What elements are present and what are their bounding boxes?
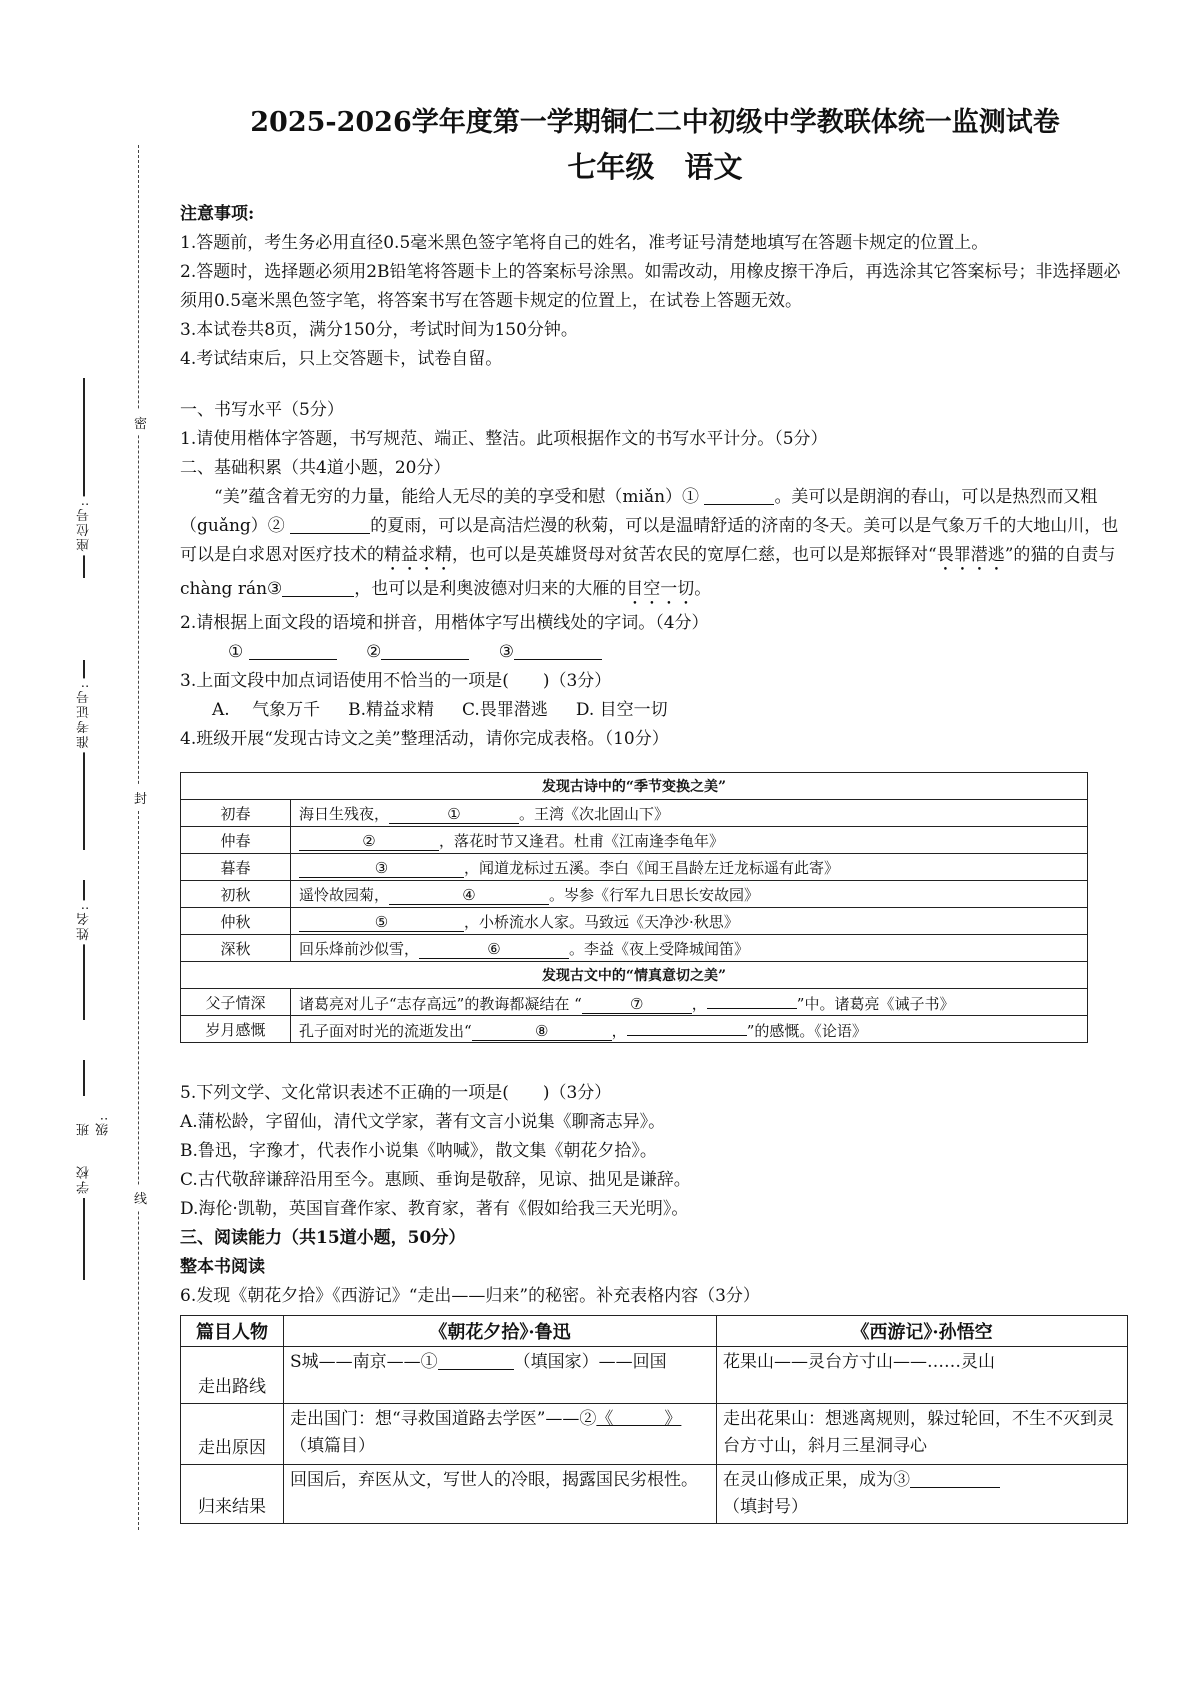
option-d: D. 目空一切 — [575, 700, 668, 720]
dotted-word: 畏罪潜逃 — [936, 545, 1005, 565]
seal-char-feng: 封 — [134, 785, 146, 810]
dotted-word: 精益求精 — [384, 545, 452, 565]
exam-subtitle — [180, 145, 1130, 186]
name-field: 姓名: — [55, 880, 95, 1020]
question-5: 5.下列文学、文化常识表述不正确的一项是( )（3分） — [180, 1083, 612, 1103]
table-row: 走出原因 走出国门：想“寻救国道路去学医”——②《 》 （填篇目） 走出花果山：想逃离规则，躲过轮回，不生不灭到灵台方寸山，斜月三星洞寻心 — [181, 1404, 1128, 1465]
notice-item: 4.考试结束后，只上交答题卡，试卷自留。 — [180, 349, 503, 369]
col-header: 篇目人物 — [181, 1316, 284, 1347]
table-row: 仲秋 ⑤ ，小桥流水人家。马致远《天净沙·秋思》 — [181, 908, 1088, 935]
question-6: 6.发现《朝花夕拾》《西游记》“走出——归来”的秘密。补充表格内容（3分） — [180, 1286, 760, 1306]
dotted-word: 目空一切 — [626, 579, 695, 599]
blank-2 — [290, 514, 370, 534]
blank-1 — [704, 485, 774, 505]
exam-title: 2025-2026学年度第一学期铜仁二中初级中学教联体统一监测试卷 — [250, 107, 1060, 138]
exam-number-field: 准考证号: — [55, 660, 95, 850]
table-row: 归来结果 回国后，弃医从文，写世人的冷眼，揭露国民劣根性。 在灵山修成正果，成为③ （填封号） — [181, 1465, 1128, 1524]
school-field: 学校 — [55, 1160, 95, 1280]
table-row: 岁月感慨 孔子面对时光的流逝发出“ ⑧ ， ”的感慨。《论语》 — [181, 1016, 1088, 1043]
grade-label: 七年级 — [567, 150, 655, 184]
table-header: 发现古诗中的“季节变换之美” — [181, 773, 1088, 800]
table-row: 父子情深 诸葛亮对儿子“志存高远”的教诲都凝结在 “ ⑦ ， ”中。诸葛亮《诫子书》 — [181, 989, 1088, 1016]
q2-answer-line: ① ② ③ — [180, 638, 1130, 667]
blank-3 — [282, 577, 354, 597]
option-b: B.精益求精 — [348, 700, 434, 720]
notice-item: 2.答题时，选择题必须用2B铅笔将答题卡上的答案标号涂黑。如需改动，用橡皮擦干净后，再选涂其它答案标号；非选择题必须用0.5毫米黑色签字笔，将答案书写在答题卡规定的位置上，在试卷上答题无效。 — [180, 262, 1121, 311]
seal-dashed-line — [138, 145, 139, 1530]
col-header: 《朝花夕拾》·鲁迅 — [284, 1316, 717, 1347]
class-field: 班级: — [55, 1060, 95, 1140]
exam-content — [180, 100, 1130, 1524]
question-4: 4.班级开展“发现古诗文之美”整理活动，请你完成表格。（10分） — [180, 729, 669, 749]
part3-heading: 三、阅读能力（共15道小题，50分） — [180, 1228, 466, 1248]
q5-option-b: B.鲁迅，字豫才，代表作小说集《呐喊》，散文集《朝花夕拾》。 — [180, 1141, 657, 1161]
seal-char-mi: 密 — [134, 410, 146, 435]
seat-number-field: 座位号: — [55, 378, 95, 578]
reading-passage: “美”蕴含着无穷的力量，能给人无尽的美的享受和慰（miǎn）① 。美可以是朗润的春山，可以是热烈而又粗（guǎng）② 的夏雨，可以是高洁烂漫的秋菊，可以是温晴舒适的济南的冬天。美可以是气象万千的大地山川，也可以是白求恩对医疗技术的精益求精，也可以是英雄贤母对贫苦农民的宽厚仁慈，也可以是郑振铎对“畏罪潜逃”的猫的自责与chàng rán③ ，也可以是利奥波德对归来的大雁的目空一切。 — [180, 487, 1119, 599]
question-2: 2.请根据上面文段的语境和拼音，用楷体字写出横线处的字词。（4分） — [180, 613, 709, 633]
book-table — [180, 1315, 1128, 1524]
notice-heading: 注意事项: — [180, 204, 255, 224]
part1-heading: 一、书写水平（5分） — [180, 400, 344, 420]
q5-option-c: C.古代敬辞谦辞沿用至今。惠顾、垂询是敬辞，见谅、拙见是谦辞。 — [180, 1170, 691, 1190]
q3-options — [180, 696, 1130, 725]
poetry-table — [180, 772, 1088, 1043]
q5-option-a: A.蒲松龄，字留仙，清代文学家，著有文言小说集《聊斋志异》。 — [180, 1112, 666, 1132]
table-row: 暮春 ③ ，闻道龙标过五溪。李白《闻王昌龄左迁龙标遥有此寄》 — [181, 854, 1088, 881]
notice-item: 3.本试卷共8页，满分150分，考试时间为150分钟。 — [180, 320, 578, 340]
option-c: C.畏罪潜逃 — [462, 700, 548, 720]
notice-item: 1.答题前，考生务必用直径0.5毫米黑色签字笔将自己的姓名，准考证号清楚地填写在答题卡规定的位置上。 — [180, 233, 989, 253]
q5-option-d: D.海伦·凯勒，英国盲聋作家、教育家，著有《假如给我三天光明》。 — [180, 1199, 689, 1219]
option-a: A. 气象万千 — [212, 700, 321, 720]
table-row: 走出路线 S城——南京——① （填国家）——回国 花果山——灵台方寸山——……灵山 — [181, 1347, 1128, 1404]
seal-char-xian: 线 — [134, 1185, 146, 1210]
table-row: 深秋 回乐烽前沙似雪， ⑥ 。李益《夜上受降城闻笛》 — [181, 935, 1088, 962]
table-row: 初春 海日生残夜， ① 。王湾《次北固山下》 — [181, 800, 1088, 827]
table-row: 仲春 ② ，落花时节又逢君。杜甫《江南逢李龟年》 — [181, 827, 1088, 854]
question-3: 3.上面文段中加点词语使用不恰当的一项是( )（3分） — [180, 671, 612, 691]
subject-label: 语文 — [684, 150, 743, 184]
question-1: 1.请使用楷体字答题，书写规范、端正、整洁。此项根据作文的书写水平计分。（5分） — [180, 429, 828, 449]
table-row: 初秋 遥怜故园菊， ④ 。岑参《行军九日思长安故园》 — [181, 881, 1088, 908]
part2-heading: 二、基础积累（共4道小题，20分） — [180, 458, 451, 478]
part3-subheading: 整本书阅读 — [180, 1257, 265, 1277]
table-header: 发现古文中的“情真意切之美” — [181, 962, 1088, 989]
col-header: 《西游记》·孙悟空 — [717, 1316, 1128, 1347]
